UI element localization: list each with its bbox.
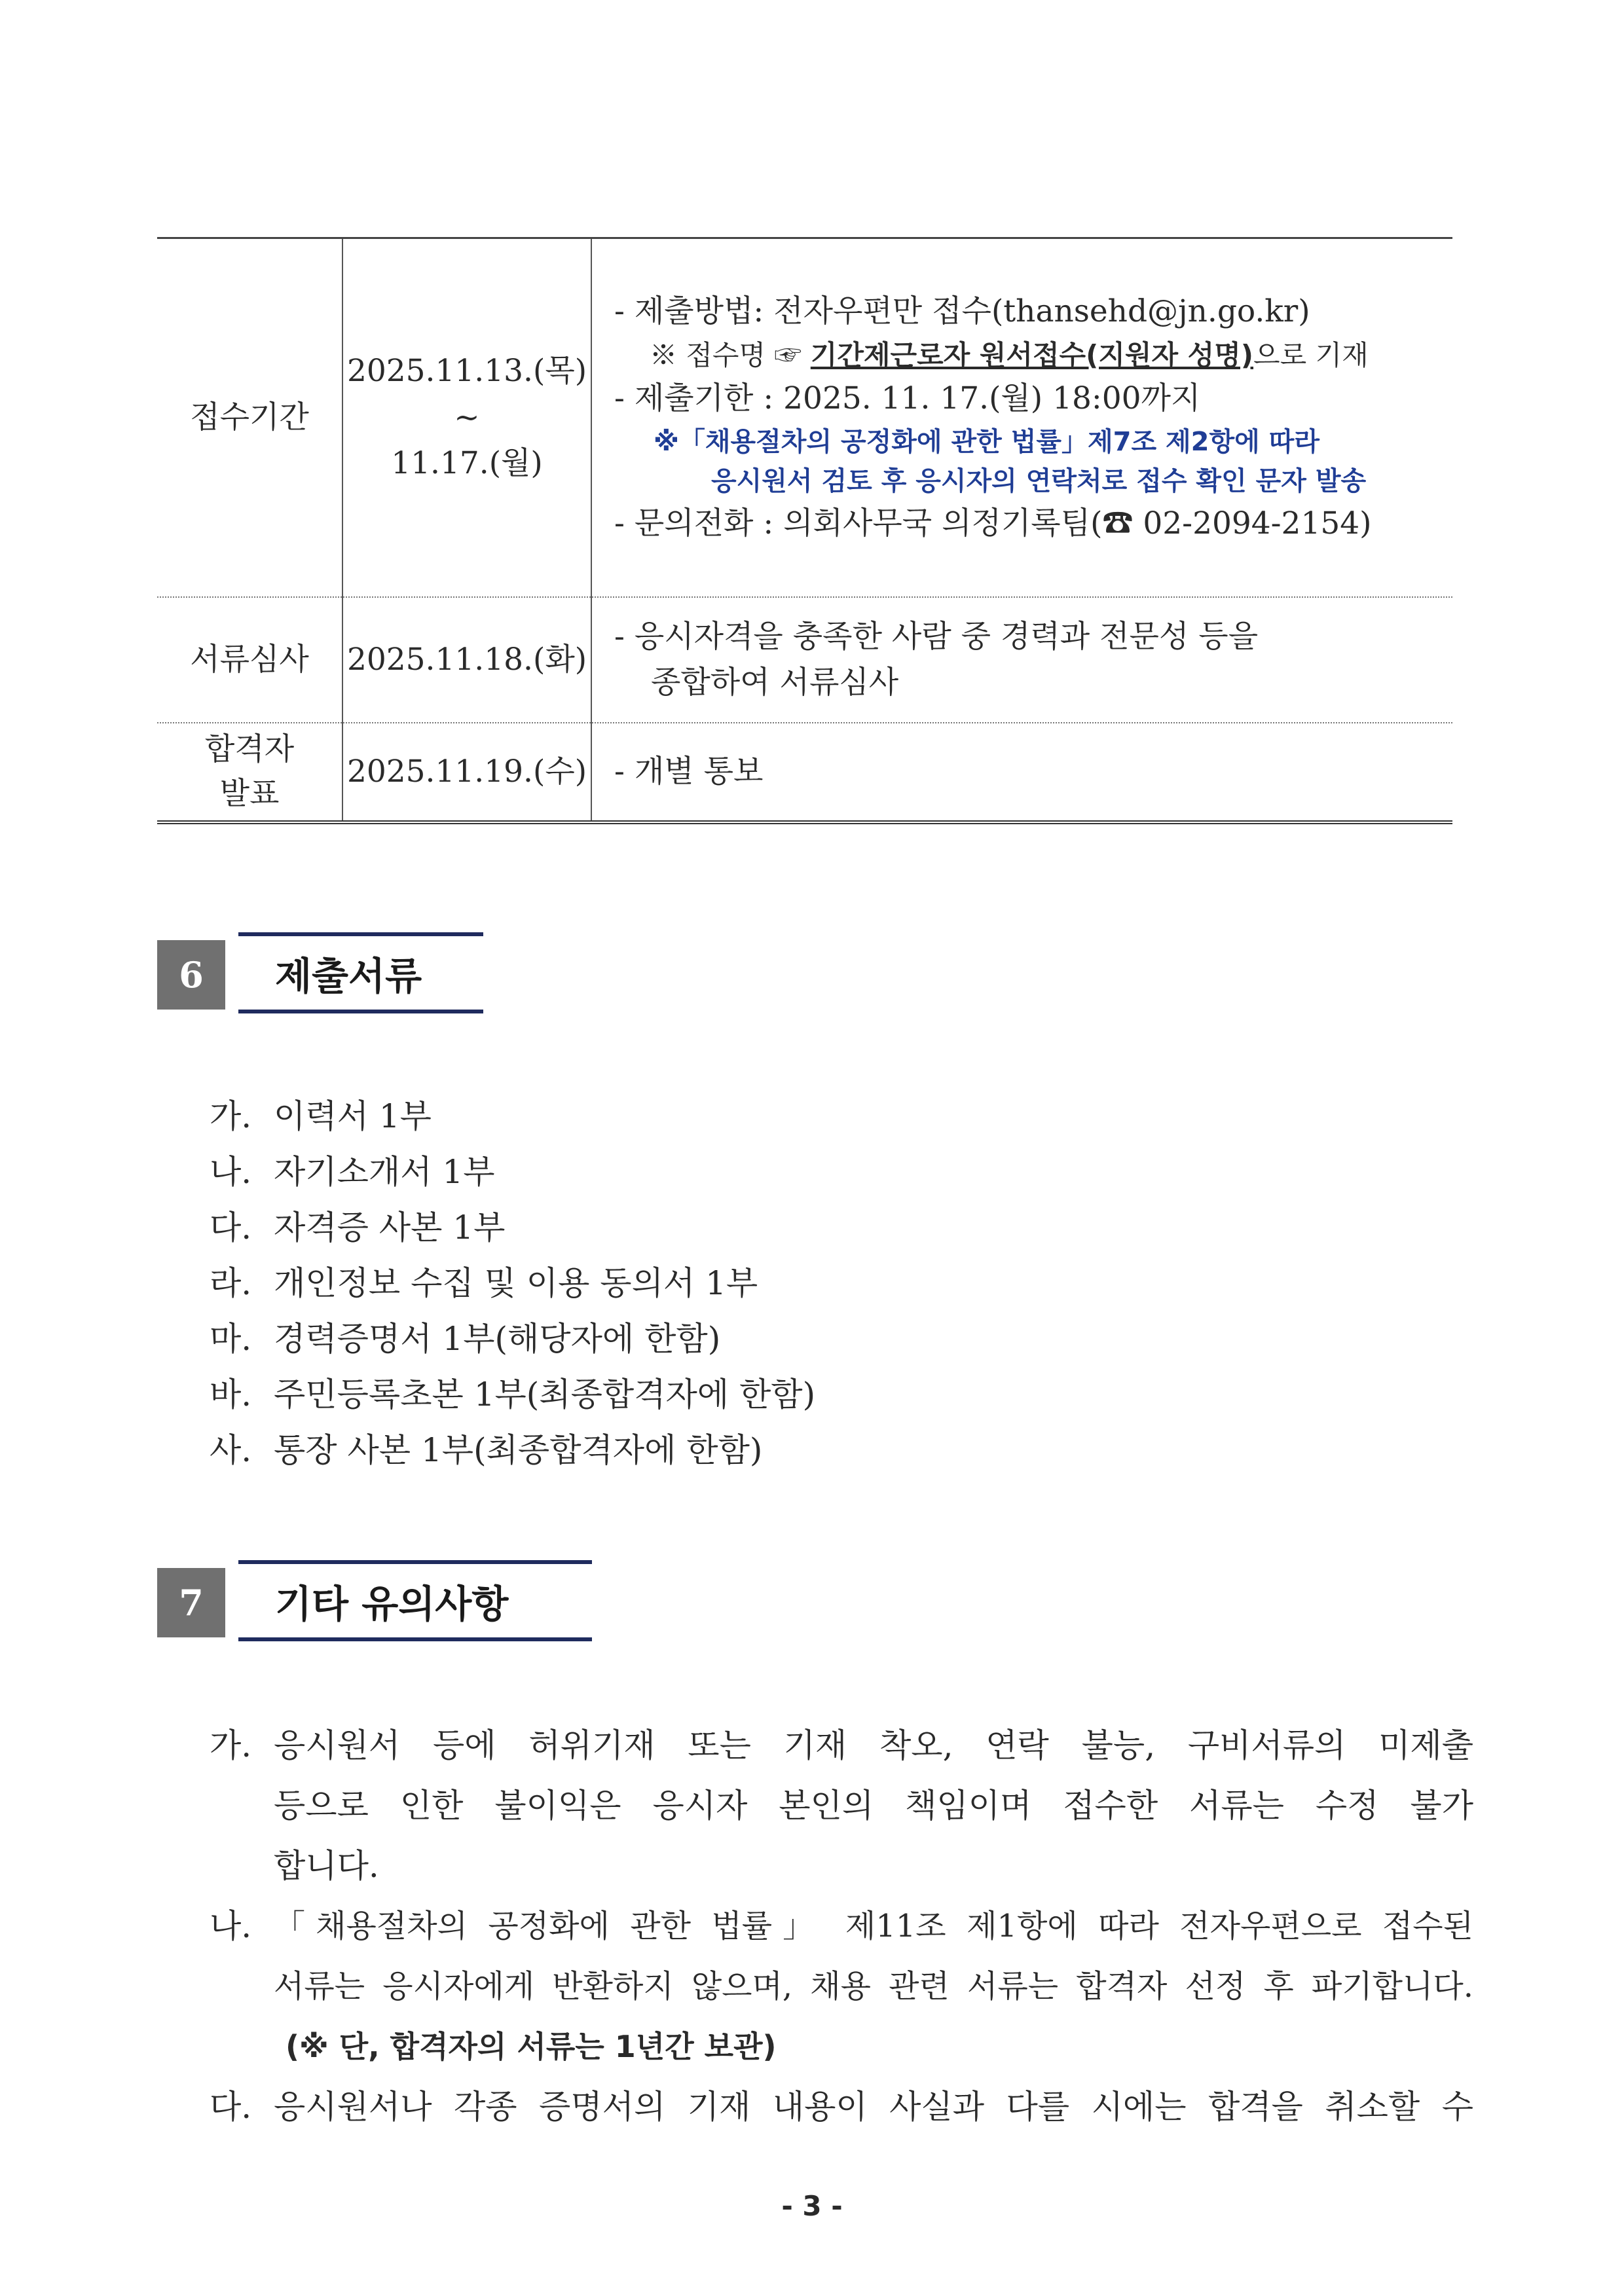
row-label: 서류심사 [157, 597, 342, 723]
list-item: 나. 「채용절차의 공정화에 관한 법률」 제11조 제1항에 따라 전자우편으로 접수된 서류는 응시자에게 반환하지 않으며, 채용 관련 서류는 합격자 선정 후 파기합니다. (※ 단, 합격자의 서류는 1년간 보관) [210, 1896, 1473, 2077]
row-description [591, 238, 1452, 598]
row-date: 2025.11.13.(목) ~ 11.17.(월) [342, 238, 591, 598]
contact-phone: - 문의전화 : 의회사무국 의정기록팀(☎ 02-2094-2154) [614, 505, 1372, 541]
table-row [157, 597, 1452, 723]
list-item: 다. 자격증 사본 1부 [210, 1209, 506, 1247]
retention-emphasis: (※ 단, 합격자의 서류는 1년간 보관) [286, 2029, 777, 2064]
list-item: 나. 자기소개서 1부 [210, 1153, 495, 1191]
list-item: 가. 이력서 1부 [210, 1097, 432, 1135]
row-date: 2025.11.19.(수) [342, 723, 591, 822]
legal-notice-line-1: ※「채용절차의 공정화에 관한 법률」제7조 제2항에 따라 [654, 426, 1320, 457]
schedule-table [157, 237, 1452, 824]
section-6-header [157, 932, 483, 1017]
row-date: 2025.11.18.(화) [342, 597, 591, 723]
page-number: - 3 - [781, 2190, 843, 2222]
legal-notice-line-2: 응시원서 검토 후 응시자의 연락처로 접수 확인 문자 발송 [711, 465, 1367, 496]
row-description: - 응시자격을 충족한 사람 중 경력과 전문성 등을 종합하여 서류심사 [591, 597, 1452, 723]
list-item: 라. 개인정보 수집 및 이용 동의서 1부 [210, 1264, 758, 1302]
row-label: 접수기간 [157, 238, 342, 598]
row-description: - 개별 통보 [591, 723, 1452, 822]
list-item: 사. 통장 사본 1부(최종합격자에 한함) [210, 1431, 763, 1469]
submission-method: - 제출방법: 전자우편만 접수(thansehd@jn.go.kr) [614, 293, 1310, 329]
table-row [157, 723, 1452, 822]
required-documents-list [210, 1089, 815, 1478]
row-label: 합격자 발표 [157, 723, 342, 822]
section-7-header [157, 1560, 592, 1645]
section-number-badge: 6 [157, 940, 225, 1010]
list-item: 마. 경력증명서 1부(해당자에 한함) [210, 1320, 721, 1358]
section-title: 기타 유의사항 [275, 1582, 509, 1626]
section-title: 제출서류 [275, 954, 422, 998]
submission-deadline: - 제출기한 : 2025. 11. 17.(월) 18:00까지 [614, 380, 1201, 417]
section-number-badge: 7 [157, 1568, 225, 1637]
submission-subject-note: ※ 접수명 ☞ 기간제근로자 원서접수(지원자 성명)으로 기재 [650, 339, 1369, 372]
table-row [157, 238, 1452, 598]
list-item: 바. 주민등록초본 1부(최종합격자에 한함) [210, 1376, 816, 1413]
other-notes-list [210, 1715, 1473, 2137]
list-item: 다. 응시원서나 각종 증명서의 기재 내용이 사실과 다를 시에는 합격을 취소할 수 [210, 2088, 1473, 2126]
list-item: 가. 응시원서 등에 허위기재 또는 기재 착오, 연락 불능, 구비서류의 미제출 등으로 인한 불이익은 응시자 본인의 책임이며 접수한 서류는 수정 불가 합니다. [210, 1726, 1473, 1885]
